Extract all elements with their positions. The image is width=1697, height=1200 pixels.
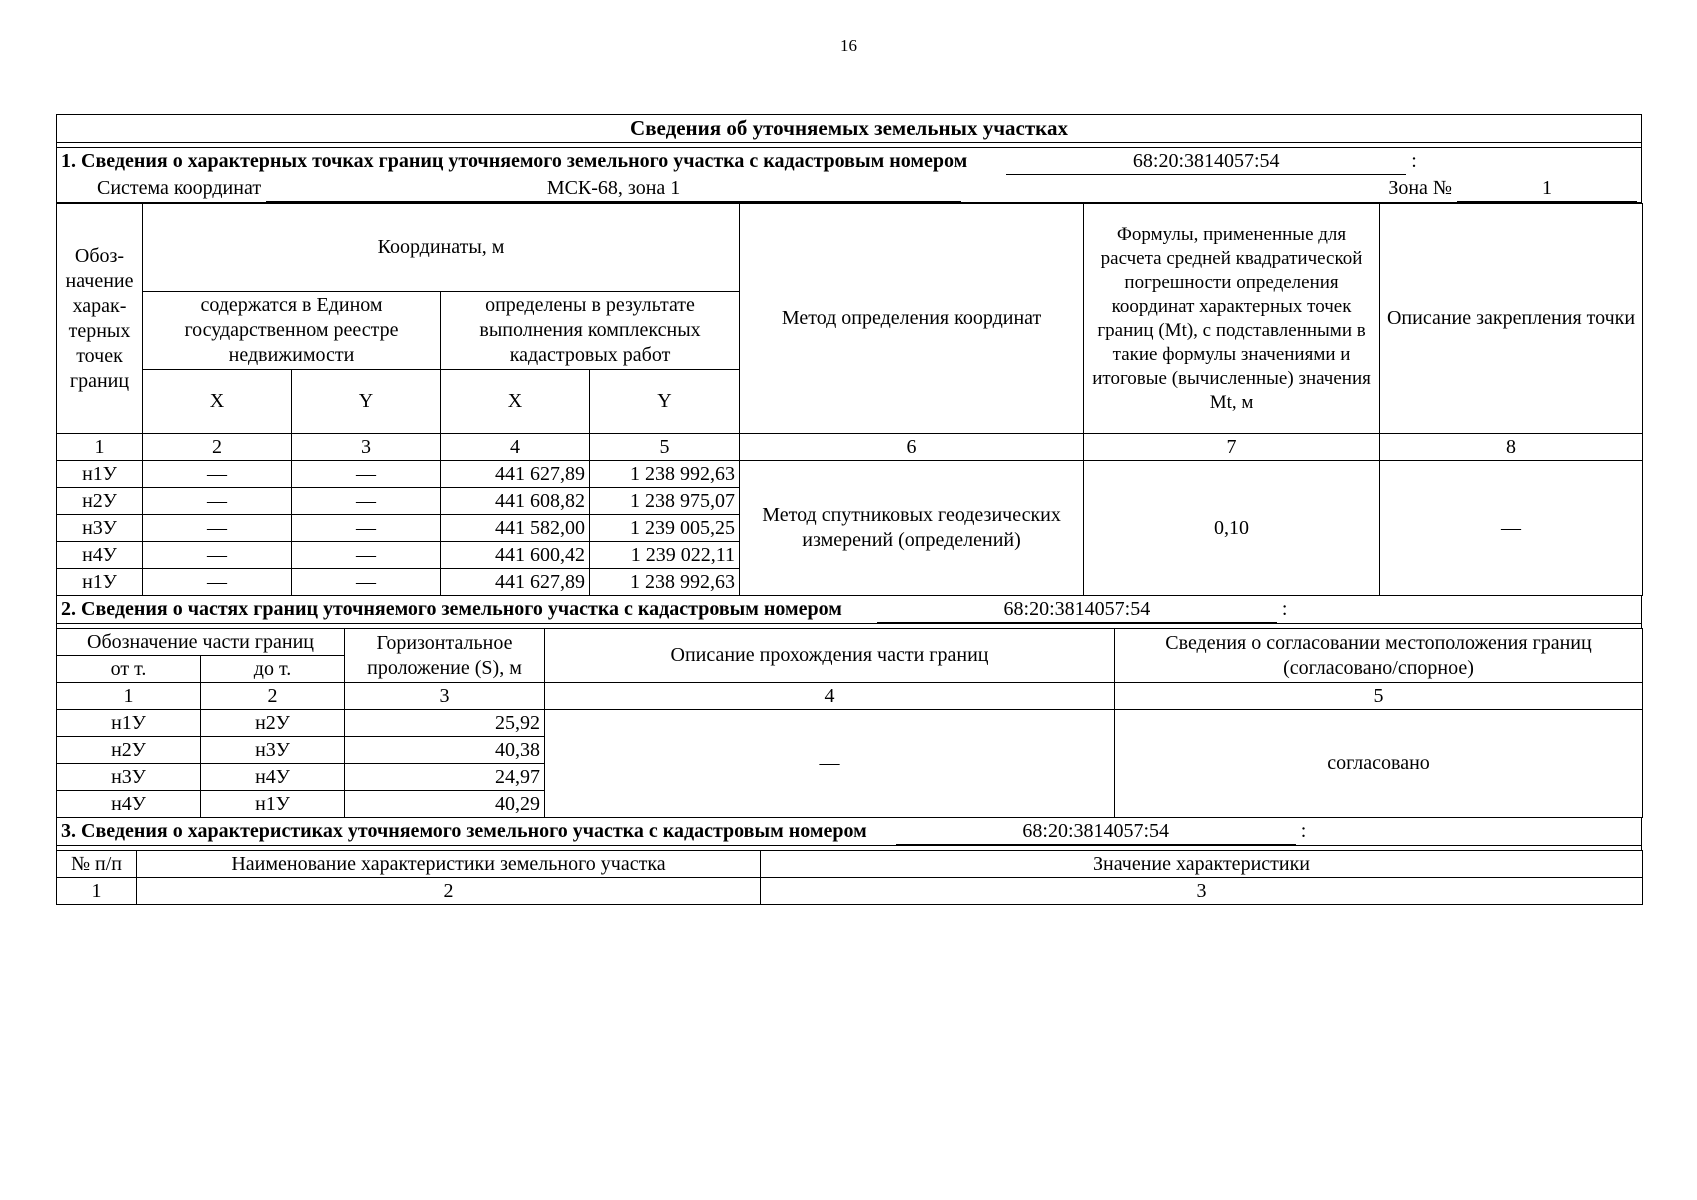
x-reg-cell: —	[143, 515, 292, 542]
col-number: 5	[590, 434, 740, 461]
section1-colon: :	[1411, 149, 1417, 172]
y-cell: 1 238 975,07	[590, 488, 740, 515]
col-number: 5	[1115, 683, 1643, 710]
x-reg-cell: —	[143, 569, 292, 596]
col-number: 3	[761, 878, 1643, 905]
y-reg-cell: —	[292, 488, 441, 515]
x-reg-cell: —	[143, 542, 292, 569]
y-reg-cell: —	[292, 569, 441, 596]
to-header: до т.	[201, 656, 345, 683]
x-reg-header: X	[143, 370, 292, 434]
point-cell: н1У	[57, 569, 143, 596]
description-header: Описание прохождения части границ	[545, 629, 1115, 683]
from-header: от т.	[57, 656, 201, 683]
section2-colon: :	[1281, 597, 1288, 620]
document-title: Сведения об уточняемых земельных участках	[57, 115, 1642, 143]
table-row	[57, 710, 1643, 737]
method-header: Метод определения координат	[740, 204, 1084, 434]
section1-cadastral-number: 68:20:3814057:54	[1006, 149, 1406, 175]
y-cell: 1 238 992,63	[590, 569, 740, 596]
y-reg-header: Y	[292, 370, 441, 434]
horizontal-header: Горизонтальное проложение (S), м	[345, 629, 545, 683]
fixing-header: Описание закрепления точки	[1380, 204, 1643, 434]
section1-points-table	[56, 203, 1643, 596]
section1-header	[56, 147, 1642, 203]
mt-value: 0,10	[1084, 461, 1380, 596]
col-number: 4	[441, 434, 590, 461]
formulas-header: Формулы, примененные для расчета средней квадратической погрешности определения координат характерных точек границ (Mt), с подставленными в такие формулы значениями и итоговые (вычисленные) значения Mt, м	[1084, 204, 1380, 434]
col-number: 1	[57, 434, 143, 461]
col-number: 2	[143, 434, 292, 461]
table-row	[57, 461, 1643, 488]
x-cell: 441 608,82	[441, 488, 590, 515]
col-number: 6	[740, 434, 1084, 461]
x-header: X	[441, 370, 590, 434]
s-cell: 24,97	[345, 764, 545, 791]
determined-header: определены в результате выполнения комплексных кадастровых работ	[441, 292, 740, 370]
section2-header	[56, 596, 1642, 624]
point-cell: н4У	[57, 542, 143, 569]
page-number: 16	[840, 36, 857, 55]
col-number: 8	[1380, 434, 1643, 461]
x-reg-cell: —	[143, 461, 292, 488]
from-cell: н2У	[57, 737, 201, 764]
section1-heading: 1. Сведения о характерных точках границ уточняемого земельного участка с кадастровым номером	[61, 149, 968, 172]
x-cell: 441 582,00	[441, 515, 590, 542]
description-value: —	[545, 710, 1115, 818]
section2-parts-table	[56, 628, 1643, 818]
designation-header: Обоз-начение харак-терных точек границ	[57, 204, 143, 434]
section2-heading: 2. Сведения о частях границ уточняемого земельного участка с кадастровым номером	[61, 597, 842, 620]
section3-heading-cell	[57, 818, 1642, 846]
section3-characteristics-table	[56, 850, 1643, 905]
section3-heading: 3. Сведения о характеристиках уточняемого земельного участка с кадастровым номером	[61, 819, 867, 842]
agreement-value: согласовано	[1115, 710, 1643, 818]
x-cell: 441 600,42	[441, 542, 590, 569]
point-cell: н1У	[57, 461, 143, 488]
s-cell: 40,38	[345, 737, 545, 764]
to-cell: н4У	[201, 764, 345, 791]
coord-system-label: Система координат	[97, 176, 262, 199]
coordinates-header: Координаты, м	[143, 204, 740, 292]
coord-system-value: МСК-68, зона 1	[266, 176, 961, 202]
y-cell: 1 239 005,25	[590, 515, 740, 542]
point-cell: н2У	[57, 488, 143, 515]
from-cell: н4У	[57, 791, 201, 818]
method-value: Метод спутниковых геодезических измерений (определений)	[740, 461, 1084, 596]
section2-heading-cell	[57, 596, 1642, 624]
s-cell: 25,92	[345, 710, 545, 737]
land-plot-document	[56, 114, 1642, 905]
to-cell: н3У	[201, 737, 345, 764]
section3-header	[56, 818, 1642, 846]
coord-system-cell	[57, 175, 1642, 203]
y-cell: 1 238 992,63	[590, 461, 740, 488]
col-number: 2	[137, 878, 761, 905]
no-header: № п/п	[57, 851, 137, 878]
col-number: 1	[57, 878, 137, 905]
from-cell: н3У	[57, 764, 201, 791]
col-number: 3	[292, 434, 441, 461]
y-reg-cell: —	[292, 461, 441, 488]
y-header: Y	[590, 370, 740, 434]
title-table	[56, 114, 1642, 143]
value-header: Значение характеристики	[761, 851, 1643, 878]
x-reg-cell: —	[143, 488, 292, 515]
col-number: 1	[57, 683, 201, 710]
x-cell: 441 627,89	[441, 569, 590, 596]
point-cell: н3У	[57, 515, 143, 542]
zone-label: Зона №	[1388, 176, 1452, 199]
agreement-header: Сведения о согласовании местоположения границ (согласовано/спорное)	[1115, 629, 1643, 683]
section2-cadastral-number: 68:20:3814057:54	[877, 597, 1277, 623]
part-designation-header: Обозначение части границ	[57, 629, 345, 656]
section1-heading-cell	[57, 148, 1642, 176]
section3-colon: :	[1300, 819, 1307, 842]
y-cell: 1 239 022,11	[590, 542, 740, 569]
col-number: 4	[545, 683, 1115, 710]
zone-value: 1	[1457, 176, 1637, 202]
section3-cadastral-number: 68:20:3814057:54	[896, 819, 1296, 845]
name-header: Наименование характеристики земельного участка	[137, 851, 761, 878]
in-registry-header: содержатся в Едином государственном реестре недвижимости	[143, 292, 441, 370]
from-cell: н1У	[57, 710, 201, 737]
col-number: 7	[1084, 434, 1380, 461]
x-cell: 441 627,89	[441, 461, 590, 488]
to-cell: н2У	[201, 710, 345, 737]
col-number: 3	[345, 683, 545, 710]
y-reg-cell: —	[292, 515, 441, 542]
to-cell: н1У	[201, 791, 345, 818]
col-number: 2	[201, 683, 345, 710]
fixing-value: —	[1380, 461, 1643, 596]
y-reg-cell: —	[292, 542, 441, 569]
s-cell: 40,29	[345, 791, 545, 818]
